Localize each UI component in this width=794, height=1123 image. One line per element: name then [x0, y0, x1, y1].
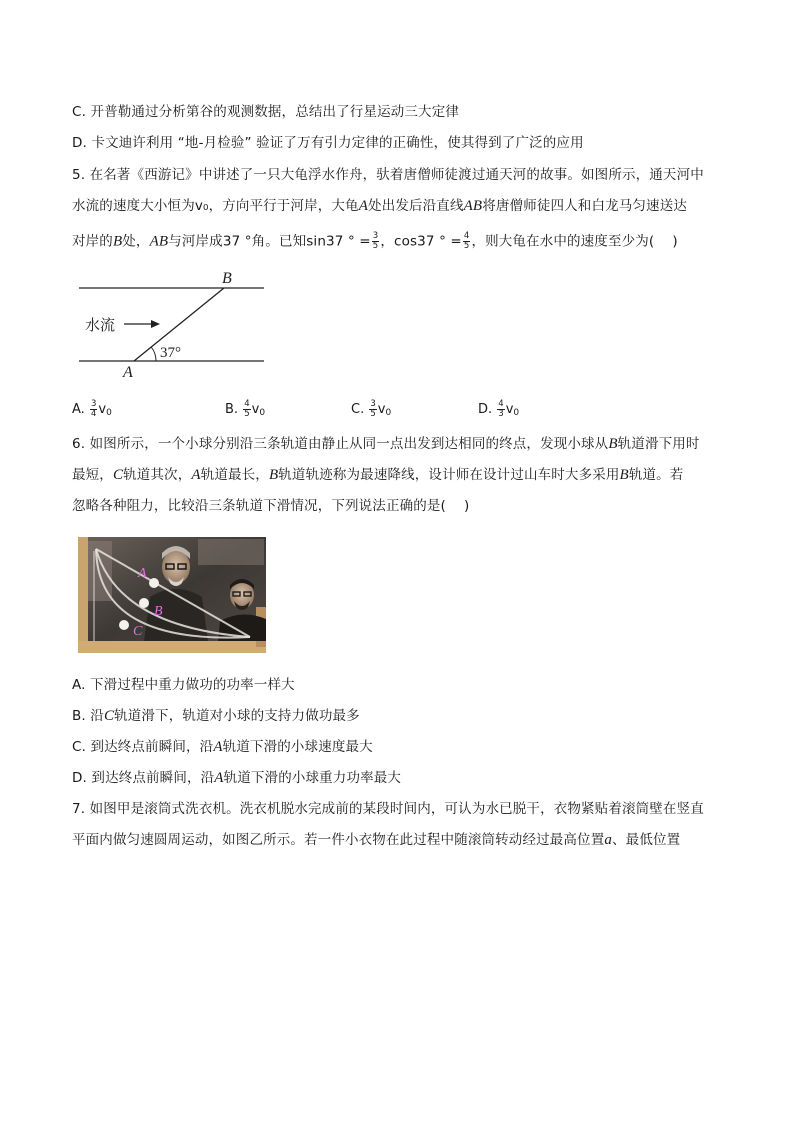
q5-l2-text-d: 将唐僧师徒四人和白龙马匀速送达: [482, 198, 687, 214]
q5-option-a[interactable]: A. $\frac{3}{4}$ $v_0$: [72, 399, 112, 419]
q6-line-2: 最短，C轨道其次，A轨道最长，B轨道轨迹称为最速降线，设计师在设计过山车时大多采用B轨道。若: [72, 467, 684, 483]
q6-option-a[interactable]: A. 下滑过程中重力做功的功率一样大: [72, 677, 295, 693]
angle-arc: [151, 347, 156, 361]
water-flow-label: 水流: [85, 316, 116, 334]
q5-v0: v₀: [194, 198, 209, 214]
q6-line-1: 6. 如图所示，一个小球分别沿三条轨道由静止从同一点出发到达相同的终点，发现小球从B轨道滑下用时: [72, 436, 700, 452]
angle-label: 37°: [160, 345, 181, 361]
q5-line-ab: AB: [463, 198, 483, 214]
q5-point-a: A: [358, 198, 369, 214]
track-label-b: B: [154, 604, 163, 619]
q5-option-d[interactable]: D. $\frac{4}{3}$ $v_0$: [478, 399, 520, 419]
ball-a: [149, 578, 159, 588]
label-a: A: [123, 364, 133, 381]
ball-b: [139, 598, 149, 608]
flow-arrow-icon: [151, 320, 160, 328]
river-diagram: [74, 266, 274, 384]
q5-l3-text-d: ，cos37 ° =: [380, 233, 462, 250]
q7-line-1: 7. 如图甲是滚筒式洗衣机。洗衣机脱水完成前的某段时间内，可认为水已脱干，衣物紧贴着滚筒壁在竖直: [72, 801, 704, 817]
q6-option-b[interactable]: B. 沿C轨道滑下，轨道对小球的支持力做功最多: [72, 708, 360, 724]
q5-l2-text-b: ，方向平行于河岸，大龟: [208, 198, 359, 214]
cos-fraction: $\frac{4}{5}$: [463, 231, 470, 251]
frame-left: [78, 537, 88, 653]
q5-line-3: [72, 232, 678, 251]
track-label-c: C: [133, 624, 143, 639]
q5-l3-text-b: 处，: [122, 233, 150, 250]
q5-l3-text-a: 对岸的: [72, 233, 113, 250]
q5-option-c[interactable]: C. $\frac{3}{5}$ $v_0$: [351, 399, 392, 419]
option-d-text: D. 卡文迪许利用 “地-月检验” 验证了万有引力定律的正确性，使其得到了广泛的应用: [72, 135, 584, 151]
sin-fraction: $\frac{3}{5}$: [372, 231, 379, 251]
q6-option-d[interactable]: D. 到达终点前瞬间，沿A轨道下滑的小球重力功率最大: [72, 770, 402, 786]
q5-l3-text-c: 与河岸成37 °角。已知sin37 ° =: [168, 233, 371, 250]
q5-option-b[interactable]: B. $\frac{4}{5}$ $v_0$: [225, 399, 266, 419]
frame-bottom: [78, 641, 266, 653]
q5-l2-text-c: 处出发后沿直线: [368, 198, 464, 214]
label-b: B: [222, 270, 232, 287]
track-photo: [78, 537, 266, 653]
q6-line-3: 忽略各种阻力，比较沿三条轨道下滑情况，下列说法正确的是( ): [72, 498, 470, 514]
q5-l2-text-a: 水流的速度大小恒为: [72, 198, 195, 214]
q5-line-ab-2: AB: [149, 233, 169, 250]
q6-option-c[interactable]: C. 到达终点前瞬间，沿A轨道下滑的小球速度最大: [72, 739, 373, 755]
q5-point-b: B: [112, 233, 123, 250]
q5-line-1: 5. 在名著《西游记》中讲述了一只大龟浮水作舟，驮着唐僧师徒渡过通天河的故事。如图所示，通天河中: [72, 167, 704, 183]
q5-l3-text-e: ，则大龟在水中的速度至少为( ): [471, 233, 678, 250]
ball-c: [119, 620, 129, 630]
q5-line-2: [72, 197, 687, 215]
track-label-a: A: [138, 566, 147, 581]
option-c-text: C. 开普勒通过分析第谷的观测数据，总结出了行星运动三大定律: [72, 104, 460, 120]
q7-line-2: 平面内做匀速圆周运动，如图乙所示。若一件小衣物在此过程中随滚筒转动经过最高位置a、最低位置: [72, 832, 681, 848]
